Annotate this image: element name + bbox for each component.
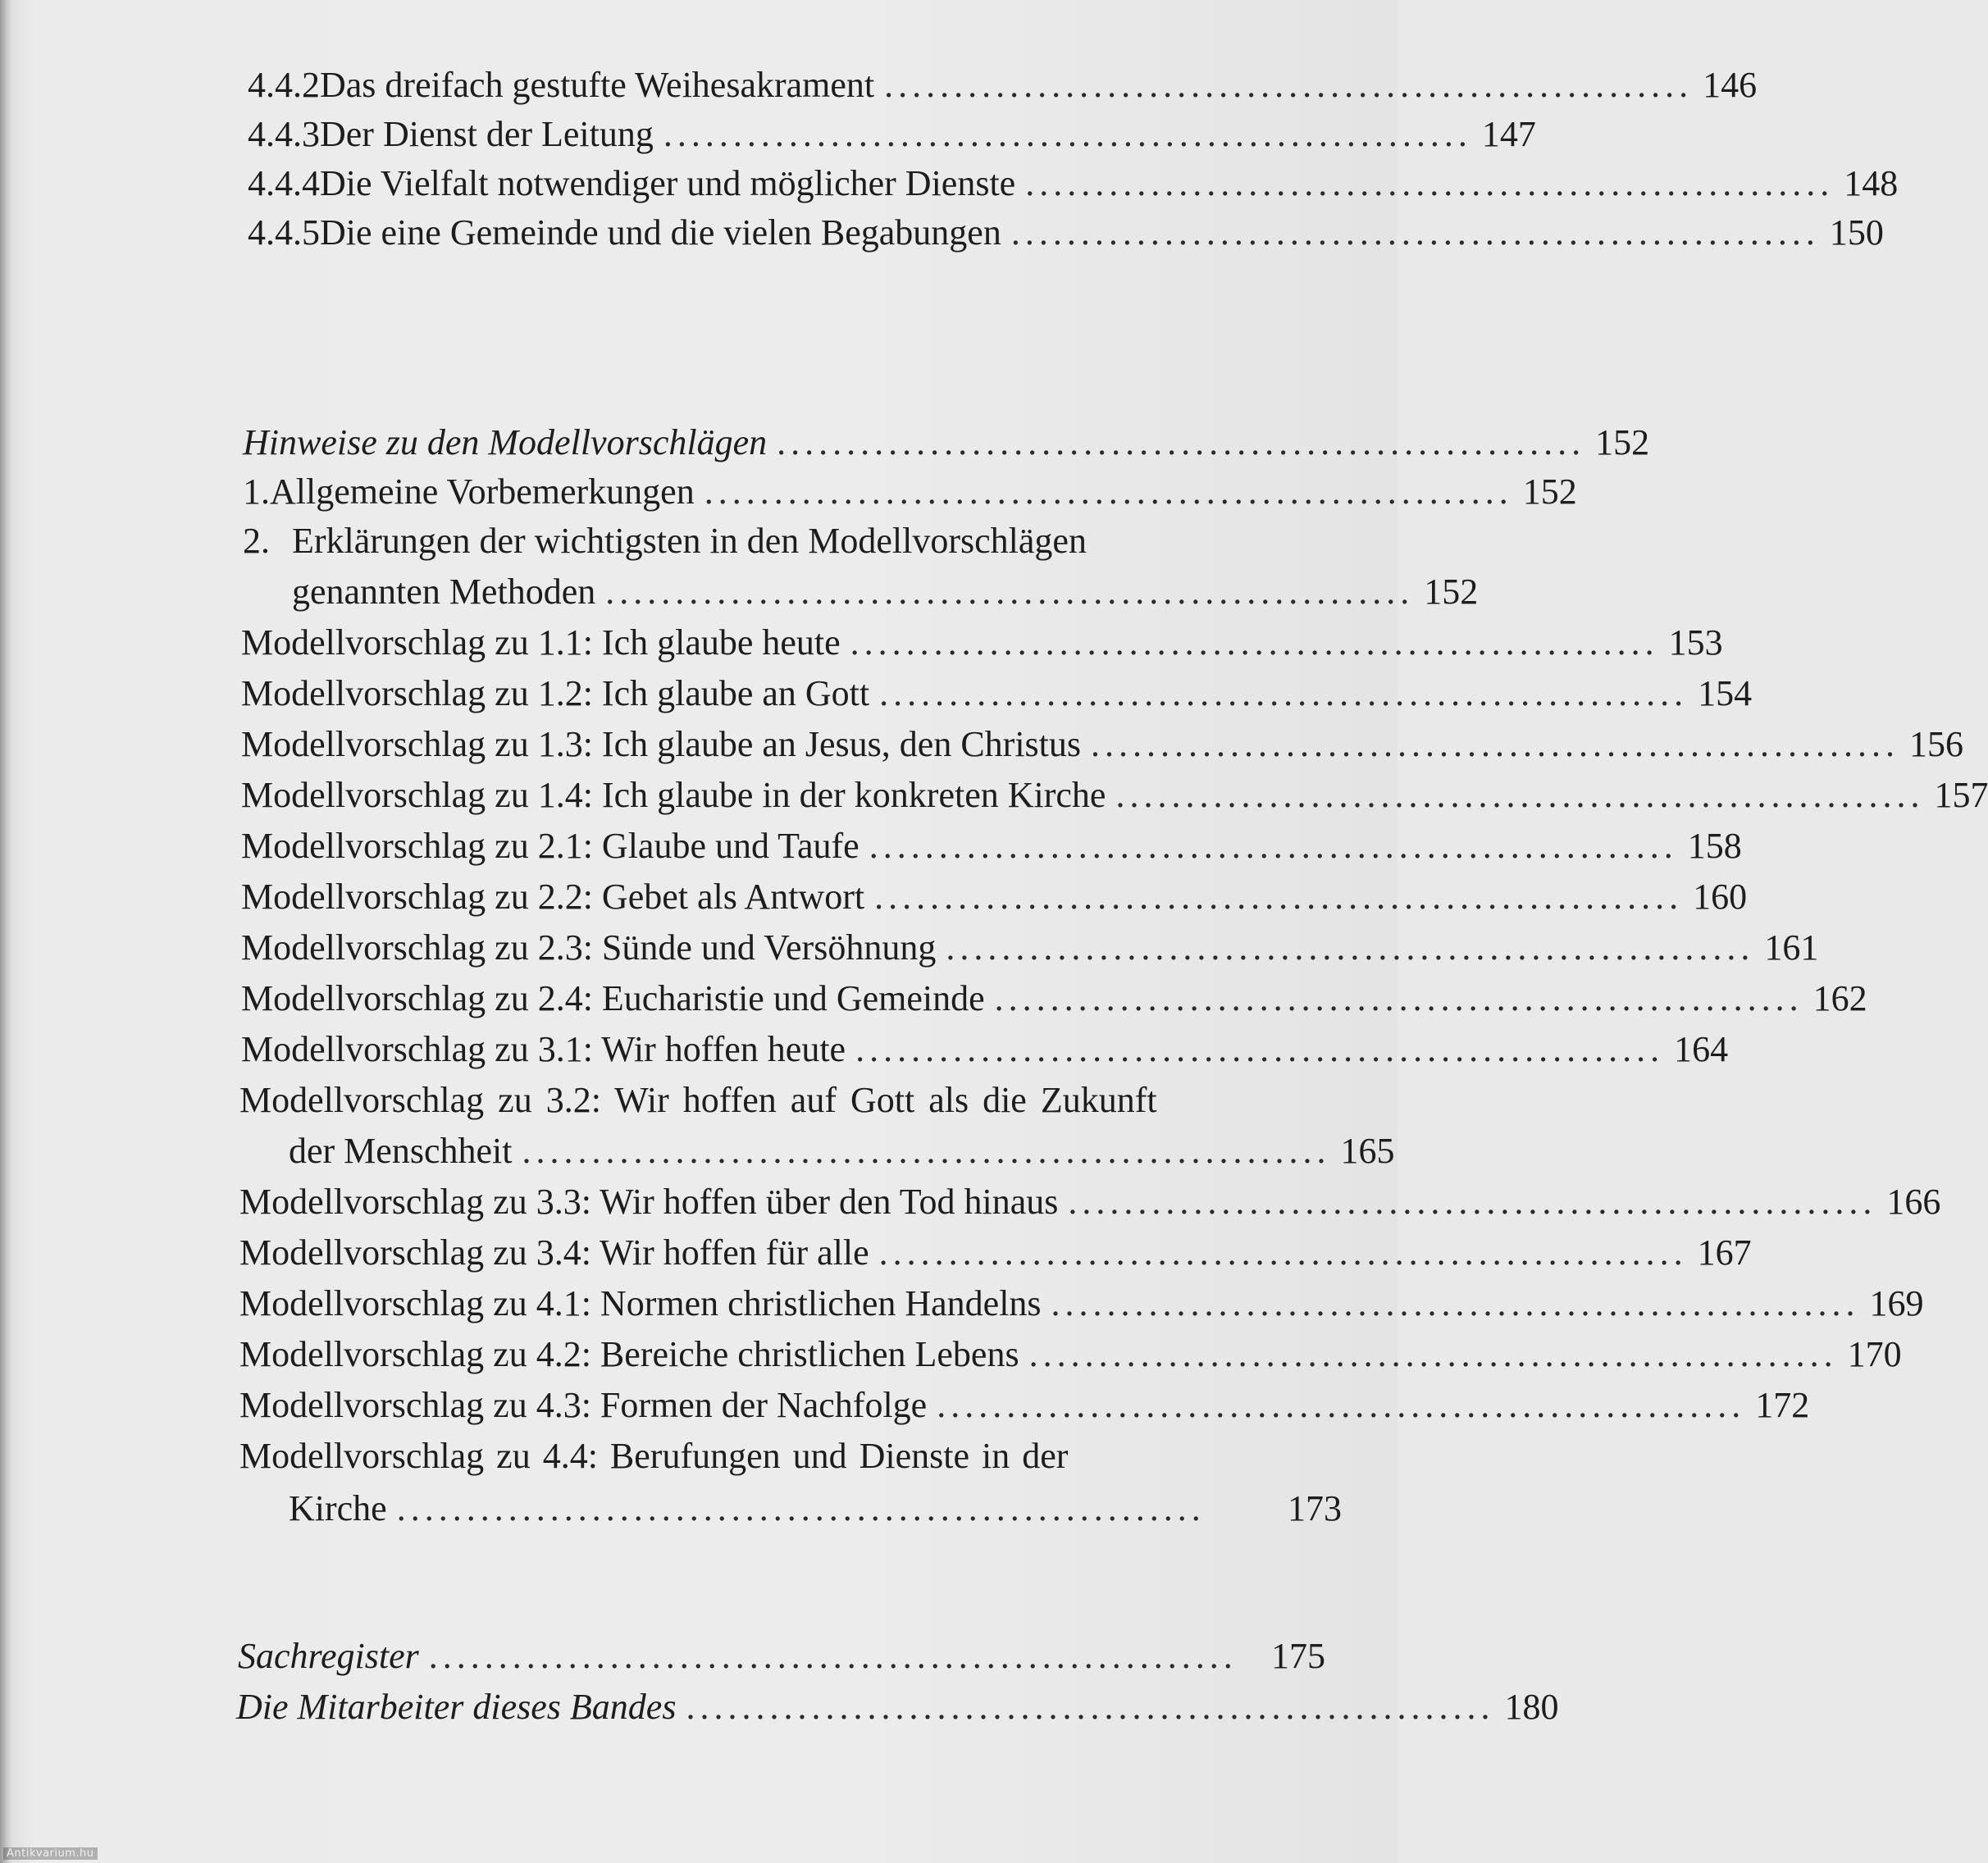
toc-entry-modell xyxy=(241,923,1819,972)
toc-entry-mitarbeiter xyxy=(236,1683,1559,1732)
toc-entry-page: 150 xyxy=(1829,212,1884,253)
toc-entry-modell xyxy=(241,822,1742,871)
toc-entry-title-line1: Modellvorschlag zu 4.4: Berufungen und Dienste in der xyxy=(239,1436,1069,1476)
toc-entry-page: 170 xyxy=(1847,1334,1902,1374)
toc-entry-title: Modellvorschlag zu 1.1: Ich glaube heute xyxy=(241,622,841,663)
toc-entry-page: 157 xyxy=(1934,775,1988,815)
leader-dots: .......................................................... xyxy=(869,826,1678,866)
toc-entry-page: 165 xyxy=(1340,1131,1395,1171)
toc-entry-title: Modellvorschlag zu 4.3: Formen der Nachfolge xyxy=(239,1385,928,1425)
toc-entry-number: 2. xyxy=(243,521,270,561)
toc-entry-modell xyxy=(241,974,1867,1023)
leader-dots: .......................................................... xyxy=(946,927,1755,968)
leader-dots: .......................................................... xyxy=(994,978,1803,1018)
leader-dots: .......................................................... xyxy=(704,471,1513,512)
toc-entry-page: 167 xyxy=(1697,1232,1752,1273)
toc-entry-modell xyxy=(239,1330,1902,1379)
leader-dots: .......................................................... xyxy=(428,1636,1238,1676)
toc-entry-title: Der Dienst der Leitung xyxy=(320,114,654,154)
leader-dots: .......................................................... xyxy=(1028,1334,1838,1374)
toc-entry-title: Sachregister xyxy=(238,1636,419,1676)
toc-entry xyxy=(243,467,1577,517)
leader-dots: .......................................................... xyxy=(874,877,1684,917)
toc-entry-title: Modellvorschlag zu 2.3: Sünde und Versöhnung xyxy=(241,927,937,968)
toc-entry-page: 180 xyxy=(1504,1687,1559,1727)
leader-dots: .......................................................... xyxy=(1010,212,1820,253)
toc-entry-title: Modellvorschlag zu 3.3: Wir hoffen über den Tod hinaus xyxy=(239,1182,1059,1222)
leader-dots: .......................................................... xyxy=(605,572,1415,612)
leader-dots: .......................................................... xyxy=(777,422,1586,462)
toc-entry-page: 152 xyxy=(1522,471,1577,512)
toc-entry-page: 152 xyxy=(1424,572,1479,612)
toc-entry-modell xyxy=(239,1228,1752,1278)
toc-entry-page: 148 xyxy=(1844,163,1899,203)
toc-entry-page: 172 xyxy=(1755,1385,1810,1425)
leader-dots: .......................................................... xyxy=(1051,1283,1860,1323)
toc-entry-title: Die eine Gemeinde und die vielen Begabungen xyxy=(320,212,1001,253)
toc-entry-modell xyxy=(241,669,1753,718)
toc-entry-multiline xyxy=(243,517,1087,566)
toc-entry-title-line2: der Menschheit xyxy=(289,1131,513,1171)
toc-entry xyxy=(248,110,1536,159)
toc-entry-continuation xyxy=(289,1127,1395,1176)
toc-entry xyxy=(248,159,1899,208)
toc-entry-title: Modellvorschlag zu 3.4: Wir hoffen für alle xyxy=(239,1232,869,1273)
toc-entry-multiline xyxy=(239,1432,1068,1481)
toc-entry-page: 147 xyxy=(1481,114,1536,154)
leader-dots: .......................................................... xyxy=(1091,724,1900,764)
toc-entry-number: 4.4.2 xyxy=(248,65,320,105)
toc-entry-title: Modellvorschlag zu 4.1: Normen christlichen Handelns xyxy=(239,1283,1042,1323)
toc-entry-title: Das dreifach gestufte Weihesakrament xyxy=(320,65,875,105)
leader-dots: .......................................................... xyxy=(878,1232,1688,1273)
leader-dots: .......................................................... xyxy=(1025,163,1835,203)
toc-entry-modell xyxy=(241,1025,1729,1074)
toc-entry-page: 158 xyxy=(1687,826,1742,866)
toc-entry-sachregister xyxy=(238,1632,1325,1681)
leader-dots: .......................................................... xyxy=(937,1385,1746,1425)
watermark-label: Antikvarium.hu xyxy=(3,1847,98,1860)
toc-entry-number: 4.4.4 xyxy=(248,163,320,203)
toc-entry-title: Modellvorschlag zu 1.2: Ich glaube an Gott xyxy=(241,673,870,713)
toc-entry-page: 166 xyxy=(1886,1182,1941,1222)
toc-entry-page: 173 xyxy=(1288,1488,1342,1528)
toc-entry-title: Modellvorschlag zu 1.4: Ich glaube in der konkreten Kirche xyxy=(241,775,1106,815)
toc-entry-modell xyxy=(239,1177,1941,1227)
toc-entry-page: 175 xyxy=(1271,1636,1325,1676)
toc-entry-hinweise xyxy=(243,418,1650,467)
toc-entry-modell xyxy=(241,618,1723,667)
toc-entry-page: 153 xyxy=(1668,622,1723,663)
toc-entry-title-line1: Modellvorschlag zu 3.2: Wir hoffen auf Gott als die Zukunft xyxy=(239,1080,1157,1120)
leader-dots: .......................................................... xyxy=(879,673,1689,713)
toc-entry-page: 156 xyxy=(1909,724,1964,764)
toc-entry-title: Die Mitarbeiter dieses Bandes xyxy=(236,1687,677,1727)
leader-dots: .......................................................... xyxy=(1068,1182,1877,1222)
toc-entry-number: 4.4.3 xyxy=(248,114,320,154)
toc-entry-page: 146 xyxy=(1703,65,1758,105)
toc-entry-page: 169 xyxy=(1869,1283,1924,1323)
leader-dots: .......................................................... xyxy=(884,65,1694,105)
toc-entry-title: Modellvorschlag zu 2.2: Gebet als Antwort xyxy=(241,877,865,917)
toc-entry-page: 152 xyxy=(1595,422,1650,462)
toc-entry-title-line2: genannten Methoden xyxy=(292,572,596,612)
toc-entry xyxy=(248,208,1884,257)
page-binding-edge xyxy=(0,0,13,1863)
toc-entry-title: Modellvorschlag zu 4.2: Bereiche christlichen Lebens xyxy=(239,1334,1019,1374)
toc-entry-title: Modellvorschlag zu 3.1: Wir hoffen heute xyxy=(241,1029,846,1069)
toc-entry-title-line2: Kirche xyxy=(289,1488,387,1528)
toc-entry-modell xyxy=(239,1279,1924,1328)
leader-dots: .......................................................... xyxy=(855,1029,1665,1069)
toc-entry-title: Allgemeine Vorbemerkungen xyxy=(270,471,695,512)
toc-entry-title: Hinweise zu den Modellvorschlägen xyxy=(243,422,768,462)
toc-entry-continuation xyxy=(292,567,1479,617)
leader-dots: .......................................................... xyxy=(1115,775,1925,815)
toc-entry-number: 1. xyxy=(243,471,270,512)
toc-entry-continuation xyxy=(289,1484,1342,1533)
toc-entry-title-line1: Erklärungen der wichtigsten in den Modellvorschlägen xyxy=(292,521,1087,561)
leader-dots: .......................................................... xyxy=(686,1687,1495,1727)
toc-entry xyxy=(248,61,1758,110)
toc-entry-page: 160 xyxy=(1693,877,1748,917)
toc-entry-page: 161 xyxy=(1764,927,1819,968)
toc-entry-multiline xyxy=(239,1076,1157,1125)
leader-dots: .......................................................... xyxy=(522,1131,1331,1171)
toc-entry-page: 164 xyxy=(1674,1029,1729,1069)
toc-entry-title: Modellvorschlag zu 1.3: Ich glaube an Jesus, den Christus xyxy=(241,724,1082,764)
toc-entry-modell xyxy=(239,1381,1810,1430)
toc-entry-title: Die Vielfalt notwendiger und möglicher Dienste xyxy=(320,163,1016,203)
toc-entry-modell xyxy=(241,771,1988,820)
toc-entry-page: 154 xyxy=(1698,673,1753,713)
toc-entry-modell xyxy=(241,872,1748,922)
toc-entry-title: Modellvorschlag zu 2.4: Eucharistie und Gemeinde xyxy=(241,978,985,1018)
toc-entry-modell xyxy=(241,720,1964,769)
leader-dots: .......................................................... xyxy=(396,1488,1206,1528)
toc-entry-title: Modellvorschlag zu 2.1: Glaube und Taufe xyxy=(241,826,859,866)
toc-entry-number: 4.4.5 xyxy=(248,212,320,253)
leader-dots: .......................................................... xyxy=(850,622,1659,663)
leader-dots: .......................................................... xyxy=(663,114,1472,154)
toc-entry-page: 162 xyxy=(1812,978,1867,1018)
